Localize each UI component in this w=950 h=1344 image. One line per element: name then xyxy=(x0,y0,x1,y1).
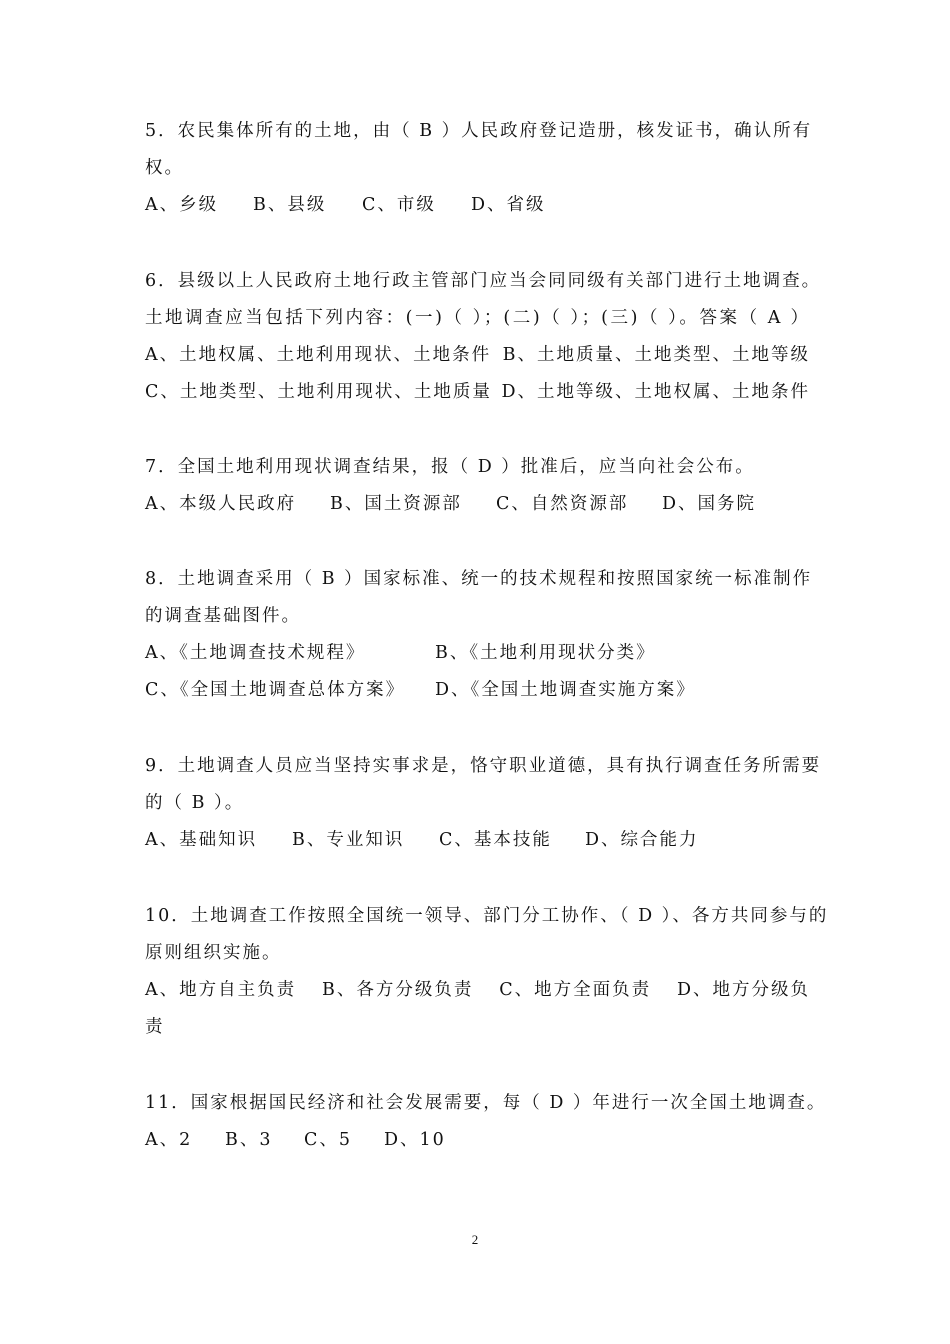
options-row xyxy=(145,635,810,672)
option-b: B、土地质量、土地类型、土地等级 xyxy=(502,345,810,365)
options-row xyxy=(145,486,810,523)
options-row xyxy=(145,822,810,859)
option-c: C、地方全面负责 xyxy=(499,980,652,1000)
option-c: C、《全国土地调查总体方案》 xyxy=(145,680,406,700)
option-b: B、国土资源部 xyxy=(330,494,462,514)
option-a: A、地方自主负责 xyxy=(145,980,297,1000)
option-a: A、本级人民政府 xyxy=(145,494,297,514)
option-d-continued: 责 xyxy=(145,1017,165,1037)
option-d: D、土地等级、土地权属、土地条件 xyxy=(501,382,810,402)
option-b: B、3 xyxy=(225,1130,273,1150)
option-c: C、市级 xyxy=(362,195,436,215)
question-stem-line: 权。 xyxy=(145,158,184,178)
question-stem-line: 土地调查应当包括下列内容：(一)（ ）；(二)（ ）；(三)（ ）。答案（ A ） xyxy=(145,308,810,328)
question-stem-line: 5．农民集体所有的土地，由（ B ）人民政府登记造册，核发证书，确认所有 xyxy=(145,121,813,141)
question-10 xyxy=(145,898,829,1046)
question-11 xyxy=(145,1085,827,1159)
question-stem-line: 8．土地调查采用（ B ）国家标准、统一的技术规程和按照国家统一标准制作 xyxy=(145,569,813,589)
option-c: C、基本技能 xyxy=(439,830,552,850)
question-stem-line: 6．县级以上人民政府土地行政主管部门应当会同同级有关部门进行土地调查。 xyxy=(145,271,822,291)
question-6 xyxy=(145,263,822,411)
question-stem-line: 9．土地调查人员应当坚持实事求是，恪守职业道德，具有执行调查任务所需要 xyxy=(145,756,822,776)
option-b: B、《土地利用现状分类》 xyxy=(435,643,656,663)
option-a: A、乡级 xyxy=(145,195,219,215)
question-stem-line: 原则组织实施。 xyxy=(145,943,282,963)
options-row xyxy=(145,337,810,374)
options-row xyxy=(145,187,810,224)
option-b: B、各方分级负责 xyxy=(321,980,474,1000)
option-b: B、专业知识 xyxy=(292,830,405,850)
option-a: A、2 xyxy=(145,1130,193,1150)
option-d: D、《全国土地调查实施方案》 xyxy=(435,680,696,700)
question-stem-line: 11．国家根据国民经济和社会发展需要，每（ D ）年进行一次全国土地调查。 xyxy=(145,1093,827,1113)
option-d: D、10 xyxy=(384,1130,446,1150)
question-7 xyxy=(145,449,810,523)
option-c: C、5 xyxy=(304,1130,353,1150)
options-row xyxy=(145,672,810,709)
option-d: D、省级 xyxy=(471,195,546,215)
question-stem-line: 的（ B ）。 xyxy=(145,793,245,813)
option-d: D、国务院 xyxy=(662,494,757,514)
options-row xyxy=(145,1122,810,1159)
page-number: 2 xyxy=(471,1232,479,1247)
question-5 xyxy=(145,113,813,224)
question-stem-line: 7．全国土地利用现状调查结果，报（ D ）批准后，应当向社会公布。 xyxy=(145,457,755,477)
option-c: C、土地类型、土地利用现状、土地质量 xyxy=(145,382,492,402)
options-row xyxy=(145,1009,810,1046)
option-c: C、自然资源部 xyxy=(496,494,629,514)
option-d: D、综合能力 xyxy=(585,830,699,850)
question-stem-line: 的调查基础图件。 xyxy=(145,606,301,626)
option-a: A、基础知识 xyxy=(145,830,258,850)
question-8 xyxy=(145,561,813,709)
question-stem-line: 10．土地调查工作按照全国统一领导、部门分工协作、（ D ）、各方共同参与的 xyxy=(145,906,829,926)
option-a: A、《土地调查技术规程》 xyxy=(145,643,366,663)
option-d: D、地方分级负 xyxy=(676,980,810,1000)
question-9 xyxy=(145,748,822,859)
options-row xyxy=(145,374,810,411)
option-a: A、土地权属、土地利用现状、土地条件 xyxy=(145,345,492,365)
option-b: B、县级 xyxy=(253,195,327,215)
options-row xyxy=(145,972,810,1009)
